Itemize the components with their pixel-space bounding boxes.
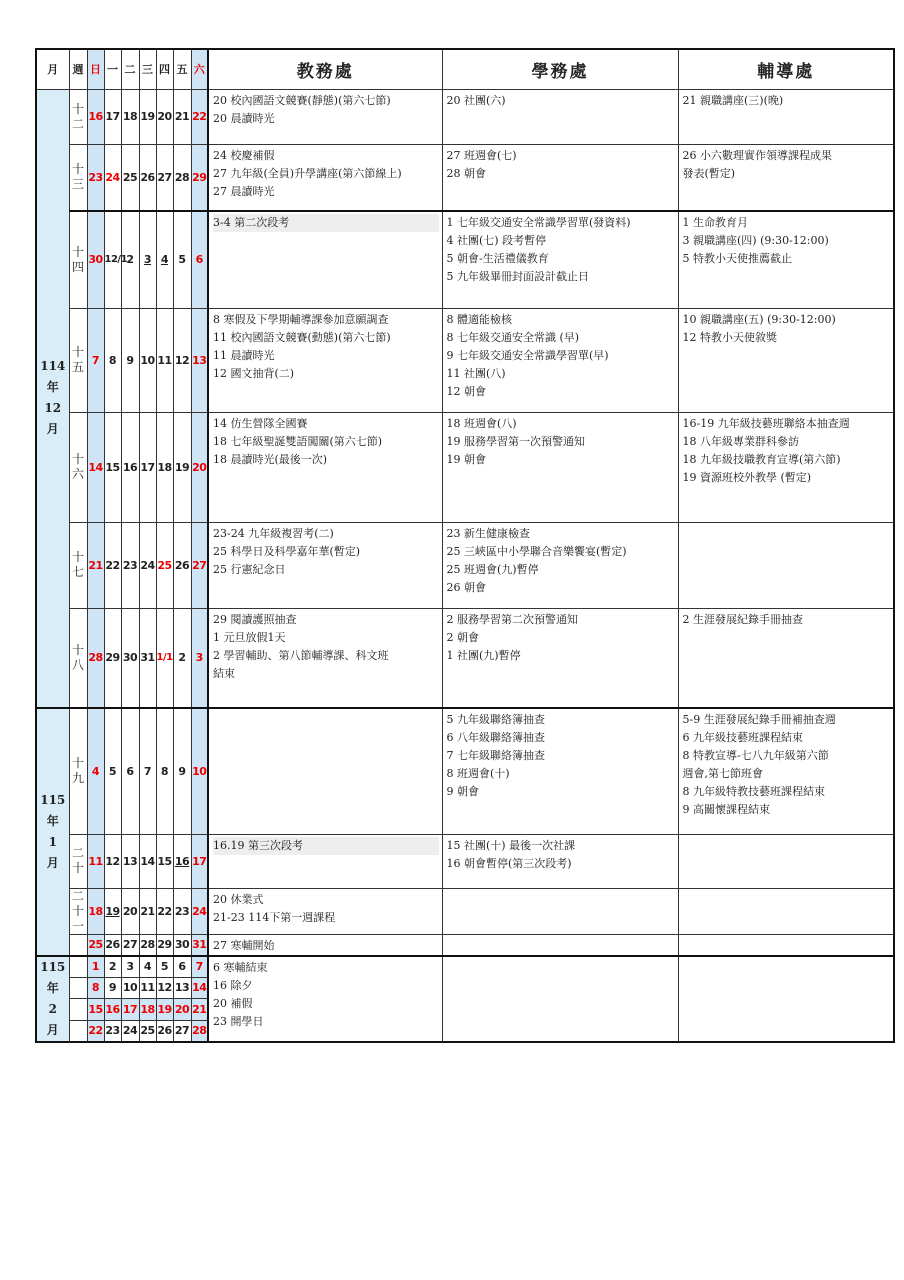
- date-cell: 15: [87, 999, 104, 1021]
- date-cell: 21: [173, 89, 191, 144]
- date-cell: 18: [139, 999, 156, 1021]
- date-cell: 6: [191, 211, 208, 308]
- date-cell: 20: [173, 999, 191, 1021]
- event-line: 27 晨讀時光: [213, 184, 275, 198]
- date-cell: 8: [87, 977, 104, 999]
- event-line: 23 新生健康檢查: [446, 526, 530, 540]
- week-row: [36, 888, 894, 934]
- date-cell: 9: [173, 708, 191, 834]
- date-cell: 2: [104, 956, 121, 978]
- week-number-part: 十: [71, 642, 84, 657]
- event-line: 3-4 第二次段考: [213, 214, 439, 232]
- event-line: 2 生涯發展紀錄手冊抽查: [682, 612, 803, 626]
- week-number: [69, 89, 87, 144]
- date-cell: 18: [121, 89, 139, 144]
- academic-affairs-header: 教務處: [208, 49, 442, 89]
- event-line: 11 校內國語文競賽(動態)(第六七節): [213, 330, 391, 344]
- date-cell: 9: [121, 308, 139, 412]
- student-affairs-cell: [442, 412, 678, 522]
- week-number-part: 十: [71, 101, 84, 116]
- event-line: 28 朝會: [446, 166, 486, 180]
- event-line: 15 社團(十) 最後一次社課: [446, 838, 576, 852]
- event-line: 18 八年級專業群科參訪: [682, 434, 799, 448]
- event-line: 20 校內國語文競賽(靜態)(第六七節): [213, 93, 391, 107]
- event-line: 8 特教宣導-七八九年級第六節: [682, 749, 829, 762]
- week-number: [69, 412, 87, 522]
- event-line: 9 朝會: [446, 785, 479, 798]
- counseling-cell: [678, 144, 894, 211]
- date-cell: 30: [121, 608, 139, 708]
- date-cell: 9: [104, 977, 121, 999]
- month-label-part: 月: [46, 1022, 59, 1037]
- date-cell: 18: [156, 412, 173, 522]
- date-cell: 3: [121, 956, 139, 978]
- date-cell: 19: [156, 999, 173, 1021]
- event-line: 25 班週會(九)暫停: [446, 562, 539, 576]
- academic-affairs-cell: [208, 89, 442, 144]
- event-line: 26 小六數理實作領導課程成果: [682, 148, 832, 162]
- week-number-part: 二: [71, 846, 84, 860]
- counseling-cell: [678, 308, 894, 412]
- date-cell: 28: [173, 144, 191, 211]
- week-row: [36, 89, 894, 144]
- date-cell: 22: [156, 888, 173, 934]
- date-cell: 13: [121, 834, 139, 888]
- academic-affairs-cell: [208, 708, 442, 834]
- month-label-part: 年: [46, 980, 59, 995]
- week-number: [69, 888, 87, 934]
- weekday-header-tue: 二: [121, 49, 139, 89]
- student-affairs-cell: [442, 308, 678, 412]
- event-line: 16.19 第三次段考: [213, 837, 439, 855]
- month-header: 月: [36, 49, 69, 89]
- event-line: 24 校慶補假: [213, 148, 275, 162]
- date-cell: 24: [121, 1020, 139, 1042]
- week-row: [36, 412, 894, 522]
- event-line: 23-24 九年級複習考(二): [213, 526, 334, 540]
- student-affairs-cell: [442, 522, 678, 608]
- week-number: [69, 708, 87, 834]
- date-cell: 4: [87, 708, 104, 834]
- date-cell: 19: [104, 888, 121, 934]
- student-affairs-cell: [442, 144, 678, 211]
- week-number-part: 十: [71, 452, 84, 466]
- date-cell: 25: [139, 1020, 156, 1042]
- week-number-part: 十: [71, 162, 84, 177]
- month-label-part: 1: [48, 834, 57, 849]
- date-cell: 20: [191, 412, 208, 522]
- academic-affairs-cell: [208, 608, 442, 708]
- date-cell: 20: [156, 89, 173, 144]
- date-cell: 16: [121, 412, 139, 522]
- date-cell: 22: [191, 89, 208, 144]
- date-cell: 12: [156, 977, 173, 999]
- date-cell: 12: [104, 834, 121, 888]
- date-cell: 28: [139, 934, 156, 956]
- week-number-part: 三: [71, 177, 84, 192]
- date-cell: 2: [173, 608, 191, 708]
- week-number-part: 十: [71, 550, 84, 564]
- date-cell: 10: [139, 308, 156, 412]
- week-number-part: 五: [71, 360, 84, 374]
- event-line: 18 九年級技職教育宣導(第六節): [682, 452, 841, 466]
- date-cell: 29: [191, 144, 208, 211]
- date-cell: 8: [104, 308, 121, 412]
- weekday-header-thu: 四: [156, 49, 173, 89]
- month-label-part: 115: [40, 792, 66, 807]
- counseling-cell: [678, 608, 894, 708]
- date-cell: 12/1: [104, 211, 121, 308]
- month-label-part: 2: [48, 1001, 57, 1016]
- event-line: 21-23 114下第一週課程: [213, 910, 336, 924]
- weekday-header-wed: 三: [139, 49, 156, 89]
- date-cell: 22: [104, 522, 121, 608]
- week-row: [36, 308, 894, 412]
- week-number-part: 十: [71, 756, 84, 771]
- date-cell: 26: [104, 934, 121, 956]
- week-row: [36, 211, 894, 308]
- week-number: [69, 834, 87, 888]
- date-cell: 16: [87, 89, 104, 144]
- event-line: 1 生命教育月: [682, 216, 748, 229]
- date-cell: 21: [87, 522, 104, 608]
- date-cell: 31: [139, 608, 156, 708]
- event-line: 20 晨讀時光: [213, 111, 275, 125]
- date-cell: 26: [173, 522, 191, 608]
- counseling-cell: [678, 934, 894, 956]
- date-cell: 24: [191, 888, 208, 934]
- week-number-part: 八: [71, 657, 84, 672]
- event-line: 結束: [213, 666, 235, 680]
- week-number-part: 十: [71, 244, 84, 259]
- month-115-2: [36, 956, 69, 1042]
- event-line: 5 九年級畢冊封面設計截止日: [446, 270, 589, 283]
- date-cell: 17: [104, 89, 121, 144]
- date-cell: 24: [139, 522, 156, 608]
- date-cell: 26: [156, 1020, 173, 1042]
- date-cell: 2: [121, 211, 139, 308]
- month-label-part: 月: [46, 422, 59, 437]
- event-line: 9 高關懷課程結束: [682, 803, 770, 816]
- date-cell: 19: [139, 89, 156, 144]
- week-number-part: 九: [71, 771, 84, 786]
- week-number: [69, 999, 87, 1021]
- event-line: 19 朝會: [446, 452, 486, 466]
- week-row: [36, 934, 894, 956]
- academic-affairs-cell: [208, 144, 442, 211]
- month-label-part: 12: [44, 401, 62, 416]
- week-number-part: 六: [71, 467, 84, 481]
- weekday-header-sat: 六: [191, 49, 208, 89]
- counseling-header: 輔導處: [678, 49, 894, 89]
- event-line: 週會,第七節班會: [682, 767, 763, 780]
- date-cell: 27: [191, 522, 208, 608]
- event-line: 8 七年級交通安全常識 (早): [446, 330, 580, 344]
- student-affairs-cell: [442, 934, 678, 956]
- event-line: 27 九年級(全員)升學講座(第六節線上): [213, 166, 402, 180]
- date-cell: 27: [121, 934, 139, 956]
- student-affairs-cell: [442, 89, 678, 144]
- event-line: 4 社團(七) 段考暫停: [446, 234, 547, 247]
- date-cell: 30: [173, 934, 191, 956]
- event-line: 16-19 九年級技藝班聯絡本抽查週: [682, 416, 850, 430]
- date-cell: 7: [87, 308, 104, 412]
- date-cell: 19: [173, 412, 191, 522]
- date-cell: 23: [87, 144, 104, 211]
- event-line: 2 朝會: [446, 630, 479, 644]
- week-number-part: 一: [71, 918, 84, 933]
- event-line: 11 社團(八): [446, 366, 506, 380]
- academic-affairs-cell: [208, 211, 442, 308]
- week-row: [36, 608, 894, 708]
- date-cell: 10: [191, 708, 208, 834]
- feb-week-row: [36, 956, 894, 978]
- event-line: 18 七年級聖誕雙語闖關(第六七節): [213, 434, 383, 448]
- counseling-cell: [678, 888, 894, 934]
- date-cell: 14: [139, 834, 156, 888]
- event-line: 9 七年級交通安全常識學習單(早): [446, 348, 609, 362]
- student-affairs-header: 學務處: [442, 49, 678, 89]
- date-cell: 22: [87, 1020, 104, 1042]
- event-line: 12 國文抽背(二): [213, 366, 295, 380]
- event-line: 25 三峽區中小學聯合音樂饗宴(暫定): [446, 544, 627, 558]
- event-line: 8 班週會(十): [446, 767, 510, 780]
- event-line: 1 元旦放假1天: [213, 630, 286, 644]
- event-line: 8 九年級特教技藝班課程結束: [682, 785, 825, 798]
- counseling-cell: [678, 211, 894, 308]
- date-cell: 25: [121, 144, 139, 211]
- event-line: 16 朝會暫停(第三次段考): [446, 856, 572, 870]
- academic-affairs-cell: [208, 412, 442, 522]
- month-label-part: 月: [46, 855, 59, 870]
- date-cell: 21: [139, 888, 156, 934]
- event-line: 20 補假: [213, 996, 253, 1010]
- event-line: 8 體適能檢核: [446, 312, 512, 326]
- date-cell: 6: [121, 708, 139, 834]
- date-cell: 3: [139, 211, 156, 308]
- date-cell: 27: [173, 1020, 191, 1042]
- event-line: 16 除夕: [213, 978, 253, 992]
- event-line: 5-9 生涯發展紀錄手冊補抽查週: [682, 713, 836, 726]
- date-cell: 13: [191, 308, 208, 412]
- event-line: 6 九年級技藝班課程結束: [682, 731, 803, 744]
- event-line: 1 七年級交通安全常識學習單(發資料): [446, 216, 631, 229]
- date-cell: 1: [87, 956, 104, 978]
- event-line: 29 閱讀護照抽查: [213, 612, 297, 626]
- weekday-header-sun: 日: [87, 49, 104, 89]
- event-line: 5 九年級聯絡簿抽查: [446, 713, 545, 726]
- date-cell: 28: [191, 1020, 208, 1042]
- date-cell: 13: [173, 977, 191, 999]
- event-line: 發表(暫定): [682, 166, 736, 180]
- month-label-part: 114: [40, 359, 66, 374]
- event-line: 6 寒輔結束: [213, 960, 268, 974]
- week-number-part: 十: [71, 345, 84, 359]
- week-number-part: 二: [71, 888, 84, 903]
- date-cell: 11: [156, 308, 173, 412]
- event-line: 2 服務學習第二次預警通知: [446, 612, 578, 626]
- date-cell: 1/1: [156, 608, 173, 708]
- event-line: 19 服務學習第一次預警通知: [446, 434, 585, 448]
- week-number: [69, 144, 87, 211]
- week-number: [69, 1020, 87, 1042]
- event-line: 19 資源班校外教學 (暫定): [682, 470, 812, 484]
- academic-affairs-cell: [208, 522, 442, 608]
- date-cell: 5: [156, 956, 173, 978]
- date-cell: 11: [87, 834, 104, 888]
- date-cell: 5: [104, 708, 121, 834]
- date-cell: 27: [156, 144, 173, 211]
- date-cell: 14: [191, 977, 208, 999]
- event-line: 2 學習輔助、第八節輔導課、科文班: [213, 648, 389, 662]
- week-number-part: 十: [71, 903, 84, 918]
- week-row: [36, 834, 894, 888]
- counseling-cell: [678, 956, 894, 1042]
- date-cell: 16: [173, 834, 191, 888]
- date-cell: 17: [139, 412, 156, 522]
- month-label-part: 年: [46, 813, 59, 828]
- date-cell: 7: [191, 956, 208, 978]
- week-header: 週: [69, 49, 87, 89]
- week-row: [36, 708, 894, 834]
- counseling-cell: [678, 708, 894, 834]
- week-number-part: 二: [71, 116, 84, 131]
- date-cell: 30: [87, 211, 104, 308]
- academic-affairs-cell: [208, 888, 442, 934]
- week-number: [69, 308, 87, 412]
- event-line: 18 班週會(八): [446, 416, 517, 430]
- event-line: 21 親職講座(三)(晚): [682, 93, 784, 107]
- event-line: 27 班週會(七): [446, 148, 517, 162]
- date-cell: 8: [156, 708, 173, 834]
- date-cell: 31: [191, 934, 208, 956]
- week-number-part: 十: [71, 861, 84, 875]
- date-cell: 4: [156, 211, 173, 308]
- date-cell: 6: [173, 956, 191, 978]
- event-line: 23 開學日: [213, 1014, 264, 1028]
- event-line: 5 朝會-生活禮儀教育: [446, 252, 549, 265]
- date-cell: 7: [139, 708, 156, 834]
- date-cell: 28: [87, 608, 104, 708]
- academic-affairs-cell: [208, 834, 442, 888]
- date-cell: 15: [104, 412, 121, 522]
- event-line: 25 科學日及科學嘉年華(暫定): [213, 544, 361, 558]
- date-cell: 14: [87, 412, 104, 522]
- date-cell: 23: [121, 522, 139, 608]
- week-row: [36, 144, 894, 211]
- date-cell: 29: [156, 934, 173, 956]
- date-cell: 29: [104, 608, 121, 708]
- week-number: [69, 211, 87, 308]
- student-affairs-cell: [442, 956, 678, 1042]
- counseling-cell: [678, 522, 894, 608]
- week-number: [69, 608, 87, 708]
- event-line: 11 晨讀時光: [213, 348, 275, 362]
- date-cell: 4: [139, 956, 156, 978]
- student-affairs-cell: [442, 608, 678, 708]
- event-line: 10 親職講座(五) (9:30-12:00): [682, 312, 836, 326]
- date-cell: 23: [173, 888, 191, 934]
- counseling-cell: [678, 834, 894, 888]
- header-row: [36, 49, 894, 89]
- counseling-cell: [678, 89, 894, 144]
- date-cell: 3: [191, 608, 208, 708]
- date-cell: 26: [139, 144, 156, 211]
- week-number: [69, 934, 87, 956]
- weekday-header-fri: 五: [173, 49, 191, 89]
- week-number-part: 四: [71, 259, 84, 274]
- event-line: 27 寒輔開始: [213, 938, 275, 952]
- event-line: 25 行憲紀念日: [213, 562, 286, 576]
- week-number: [69, 977, 87, 999]
- week-number: [69, 522, 87, 608]
- event-line: 14 仿生營隊全國賽: [213, 416, 308, 430]
- week-number-part: 七: [71, 565, 84, 579]
- date-cell: 10: [121, 977, 139, 999]
- student-affairs-cell: [442, 708, 678, 834]
- month-114-12: [36, 89, 69, 708]
- event-line: 5 特教小天使推薦截止: [682, 252, 792, 265]
- event-line: 20 休業式: [213, 892, 264, 906]
- date-cell: 21: [191, 999, 208, 1021]
- student-affairs-cell: [442, 834, 678, 888]
- date-cell: 15: [156, 834, 173, 888]
- event-line: 12 特教小天使敘獎: [682, 330, 777, 344]
- date-cell: 24: [104, 144, 121, 211]
- date-cell: 11: [139, 977, 156, 999]
- date-cell: 25: [156, 522, 173, 608]
- date-cell: 25: [87, 934, 104, 956]
- month-label-part: 115: [40, 959, 66, 974]
- event-line: 6 八年級聯絡簿抽查: [446, 731, 545, 744]
- school-calendar-table: [35, 48, 895, 1043]
- week-row: [36, 522, 894, 608]
- academic-affairs-cell: [208, 308, 442, 412]
- event-line: 18 晨讀時光(最後一次): [213, 452, 328, 466]
- date-cell: 16: [104, 999, 121, 1021]
- date-cell: 17: [191, 834, 208, 888]
- student-affairs-cell: [442, 888, 678, 934]
- date-cell: 23: [104, 1020, 121, 1042]
- academic-affairs-cell: [208, 956, 442, 1042]
- event-line: 8 寒假及下學期輔導課參加意願調查: [213, 312, 389, 326]
- event-line: 26 朝會: [446, 580, 486, 594]
- date-cell: 12: [173, 308, 191, 412]
- event-line: 1 社團(九)暫停: [446, 648, 521, 662]
- student-affairs-cell: [442, 211, 678, 308]
- date-cell: 18: [87, 888, 104, 934]
- date-cell: 20: [121, 888, 139, 934]
- academic-affairs-cell: [208, 934, 442, 956]
- counseling-cell: [678, 412, 894, 522]
- month-115-1: [36, 708, 69, 956]
- event-line: 12 朝會: [446, 384, 486, 398]
- event-line: 7 七年級聯絡簿抽查: [446, 749, 545, 762]
- weekday-header-mon: 一: [104, 49, 121, 89]
- week-number: [69, 956, 87, 978]
- month-label-part: 年: [46, 380, 59, 395]
- date-cell: 5: [173, 211, 191, 308]
- date-cell: 17: [121, 999, 139, 1021]
- event-line: 20 社團(六): [446, 93, 506, 107]
- event-line: 3 親職講座(四) (9:30-12:00): [682, 234, 829, 247]
